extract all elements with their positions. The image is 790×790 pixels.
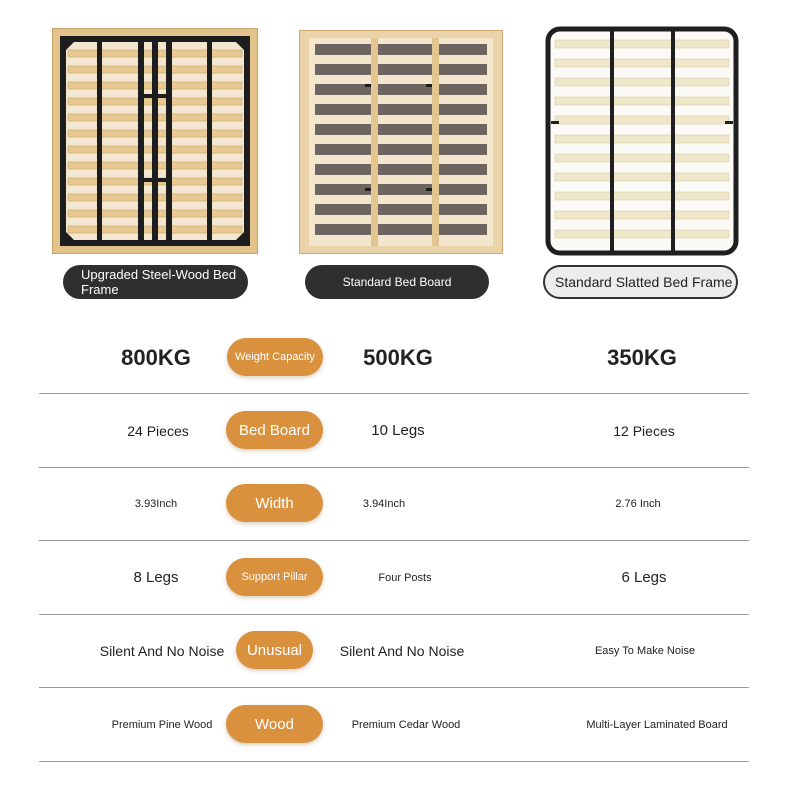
feature-pill-support-pillar: Support Pillar — [226, 558, 323, 596]
table-row-weight-capacity — [0, 321, 790, 394]
value-slatted: 2.76 Inch — [615, 497, 661, 510]
feature-pill-width: Width — [226, 484, 323, 522]
product-label-text: Standard Bed Board — [342, 275, 452, 289]
table-row-unusual — [0, 614, 790, 687]
value-slatted: 350KG — [607, 344, 677, 370]
steel-wood-frame-image — [52, 28, 258, 254]
product-label-text: Upgraded Steel-Wood Bed Frame — [81, 267, 237, 297]
value-steel-wood: 3.93Inch — [134, 497, 178, 510]
value-slatted: 6 Legs — [621, 569, 667, 586]
value-standard-board: 10 Legs — [371, 422, 425, 439]
value-standard-board: Silent And No Noise — [339, 642, 465, 659]
slatted-steel-frame-image — [545, 26, 739, 256]
row-divider — [39, 761, 749, 762]
feature-pill-wood: Wood — [226, 705, 323, 743]
standard-bed-board-image — [299, 30, 503, 254]
product-label-steel-wood — [63, 265, 248, 299]
value-steel-wood: 800KG — [121, 344, 191, 370]
value-standard-board: 3.94Inch — [362, 497, 406, 510]
value-steel-wood: 8 Legs — [133, 569, 179, 586]
feature-pill-unusual: Unusual — [236, 631, 313, 669]
value-slatted: Easy To Make Noise — [594, 644, 696, 657]
value-steel-wood: Silent And No Noise — [99, 642, 225, 659]
value-standard-board: Premium Cedar Wood — [351, 718, 461, 731]
value-steel-wood: 24 Pieces — [127, 422, 189, 439]
table-row-wood — [0, 688, 790, 761]
table-row-width — [0, 467, 790, 540]
table-row-support-pillar — [0, 541, 790, 614]
value-standard-board: Four Posts — [378, 571, 432, 584]
product-label-text: Standard Slatted Bed Frame — [555, 274, 733, 290]
product-label-standard-board — [305, 265, 489, 299]
product-label-slatted — [543, 265, 738, 299]
value-standard-board: 500KG — [363, 344, 433, 370]
value-slatted: Multi-Layer Laminated Board — [586, 718, 728, 731]
feature-pill-bed-board: Bed Board — [226, 411, 323, 449]
value-slatted: 12 Pieces — [613, 422, 675, 439]
value-steel-wood: Premium Pine Wood — [111, 718, 213, 731]
table-row-bed-board — [0, 394, 790, 467]
feature-pill-weight-capacity: Weight Capacity — [227, 338, 323, 376]
